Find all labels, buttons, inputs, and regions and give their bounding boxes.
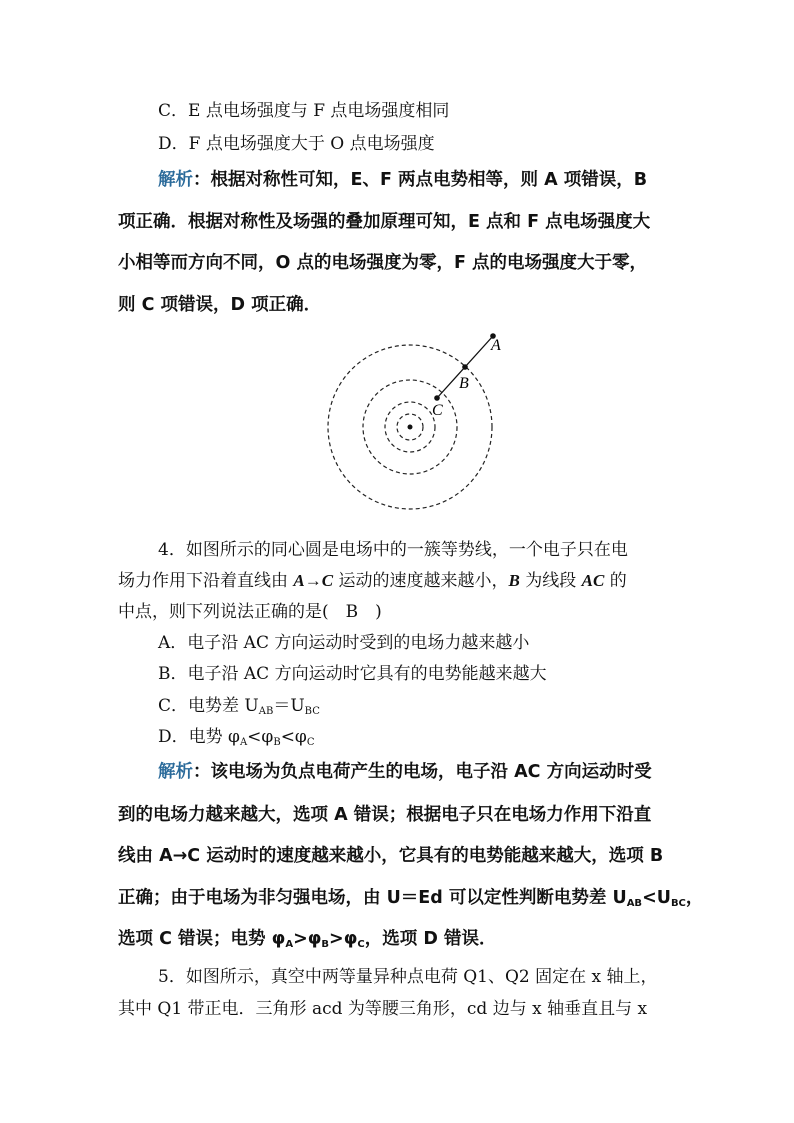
explanation-4-line-5: 选项 C 错误；电势 $\varphi_A>\varphi_B>\varphi_C$，选项 D 错误． xyxy=(118,929,497,950)
question-5-line-1: 5．如图所示，真空中两等量异种点电荷 Q1、Q2 固定在 x 轴上， xyxy=(158,967,658,987)
explanation-4-line-4: 正确；由于电场为非匀强电场，由 U＝Ed 可以定性判断电势差 $U_{AB}<U_{BC}$， xyxy=(118,888,704,909)
option-c-q4: C．电势差 $U_{AB}=U_{BC}$ xyxy=(158,696,320,717)
label-a: A xyxy=(491,337,501,354)
explanation-3-line-1: 解析：根据对称性可知，E、F 两点电势相等，则 A 项错误，B xyxy=(158,170,648,190)
point-b xyxy=(462,364,468,370)
point-c xyxy=(434,395,440,401)
option-d-q3: D．F 点电场强度大于 O 点电场强度 xyxy=(158,134,435,154)
question-5-line-2: 其中 Q1 带正电．三角形 acd 为等腰三角形，cd 边与 x 轴垂直且与 x xyxy=(118,999,648,1019)
explanation-4-line-1: 解析：该电场为负点电荷产生的电场，电子沿 AC 方向运动时受 xyxy=(158,762,652,782)
explanation-4-line-2: 到的电场力越来越大，选项 A 错误；根据电子只在电场力作用下沿直 xyxy=(118,805,652,825)
option-a-q4: A．电子沿 AC 方向运动时受到的电场力越来越小 xyxy=(158,633,530,653)
option-d-q4: D．电势 $\varphi_A<\varphi_B<\varphi_C$ xyxy=(158,727,315,748)
explanation-4-line-3: 线由 A→C 运动时的速度越来越小，它具有的电势能越来越大，选项 B xyxy=(118,846,664,866)
explanation-3-line-2: 项正确．根据对称性及场强的叠加原理可知，E 点和 F 点电场强度大 xyxy=(118,212,651,232)
explanation-label: 解析 xyxy=(158,170,193,190)
explanation-3-line-3: 小相等而方向不同，O 点的电场强度为零，F 点的电场强度大于零， xyxy=(118,253,648,273)
question-4-line-2: 场力作用下沿着直线由 A→C 运动的速度越来越小，B 为线段 AC 的 xyxy=(118,571,627,591)
question-4-line-1: 4．如图所示的同心圆是电场中的一簇等势线，一个电子只在电 xyxy=(158,540,628,560)
question-4-line-3: 中点，则下列说法正确的是( B ) xyxy=(118,602,382,622)
option-b-q4: B．电子沿 AC 方向运动时它具有的电势能越来越大 xyxy=(158,664,547,684)
explanation-3-line-4: 则 C 项错误，D 项正确． xyxy=(118,295,322,315)
option-c-q3: C．E 点电场强度与 F 点电场强度相同 xyxy=(158,101,450,121)
label-b: B xyxy=(459,375,469,392)
center-charge xyxy=(408,425,413,430)
label-c: C xyxy=(432,402,443,419)
